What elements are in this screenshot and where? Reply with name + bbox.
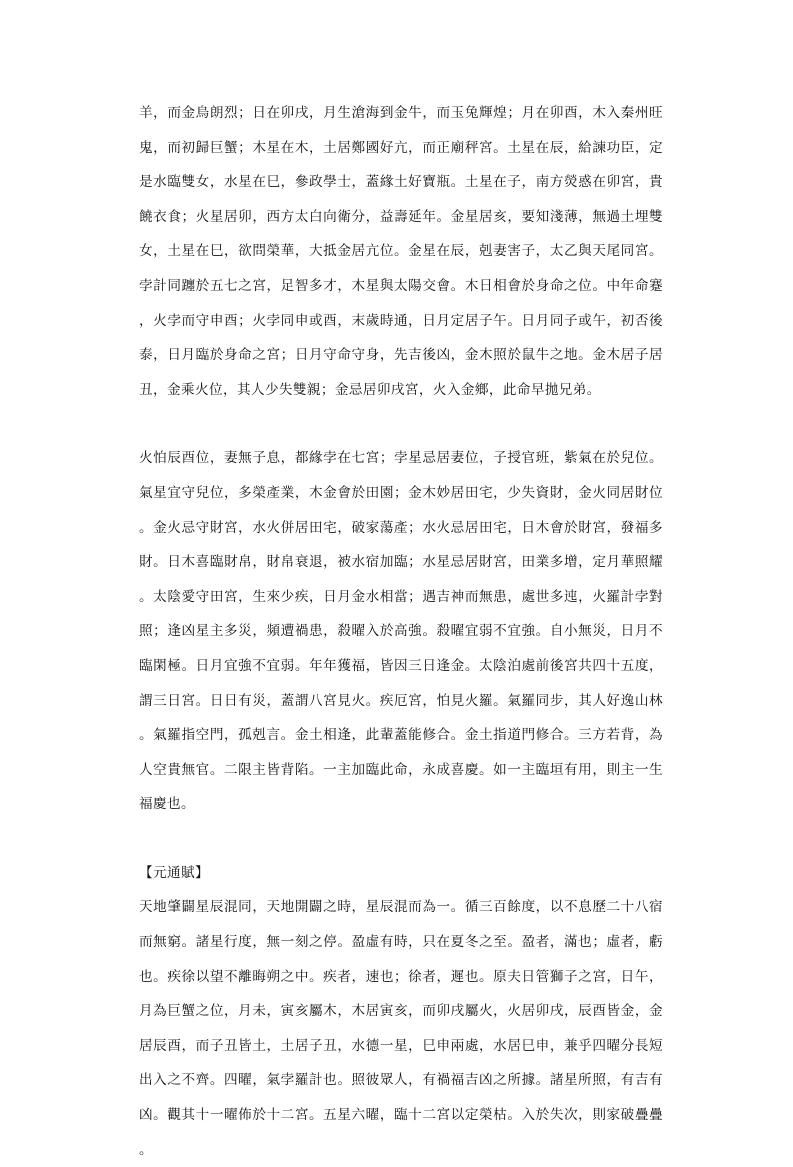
body-paragraph-3: 天地肇闢星辰混同，天地開闢之時，星辰混而為一。循三百餘度，以不息歷二十八宿而無窮。諸星行度，無一刻之停。盈虛有時，只在夏冬之至。盈者，滿也；虛者，虧也。疾徐以望不離晦朔之中。疾者，速也；徐者，遲也。原夫日管獅子之宮，日午，月為巨蟹之位，月未，寅亥屬木，木居寅亥，而卯戌屬火，火居卯戌，辰酉皆金，金居辰酉，而子丑皆土，土居子丑，水德一星，巳申兩處，水居巳申，兼乎四曜分長短出入之不齊。四曜，氣孛羅計也。照彼眾人，有禍福吉凶之所據。諸星所照，有吉有凶。觀其十一曜佈於十二宮。五星六曜，臨十二宮以定榮枯。入於失次，則家破疊疊。 (139, 899, 663, 1158)
body-paragraph-2: 火怕辰酉位，妻無子息，都緣孛在七宮；孛星忌居妻位，子授官班，紫氣在於兒位。氣星宜守兒位，多榮產業，木金會於田園；金木妙居田宅，少失資財，金火同居財位。金火忌守財宮，水火併居田宅，破家蕩產；水火忌居田宅，日木會於財宮，發福多財。日木喜臨財帛，財帛衰退，被水宿加臨；水星忌居財宮，田業多增，定月華照耀。太陰愛守田宮，生來少疾，日月金水相當；遇吉神而無患，處世多迍，火羅計孛對照；逢凶星主多災，頻遭禍患，殺曜入於高強。殺曜宜弱不宜強。自小無災，日月不臨閑極。日月宜強不宜弱。年年獲福，皆因三日逢金。太陰泊處前後宮共四十五度，謂三日宮。日日有災，蓋謂八宮見火。疾厄宮，怕見火羅。氣羅同步，其人好逸山林。氣羅指空門，孤剋言。金土相逢，此輩蓋能修合。金土指道門修合。三方若背，為人空貴無官。二限主皆背陷。一主加臨此命，永成喜慶。如一主臨垣有用，則主一生福慶也。 (139, 450, 663, 813)
section-heading: 【元通賦】 (139, 864, 209, 881)
document-page (139, 96, 663, 1167)
body-paragraph-1: 羊，而金烏朗烈；日在卯戌，月生滄海到金牛，而玉兔輝煌；月在卯酉，木入秦州旺鬼，而初歸巨蟹；木星在木，土居鄭國好亢，而正廟秤宮。土星在辰，給諫功臣，定是水臨雙女，水星在巳，參政學士，蓋緣土好寶瓶。土星在子，南方熒惑在卯宮，貴饒衣食；火星居卯，西方太白向衛分，益壽延年。金星居亥，要知淺薄，無過土埋雙女，土星在巳，欲問榮華，大抵金居亢位。金星在辰，剋妻害子，太乙與天尾同宮。孛計同躔於五七之宮，足智多才，木星與太陽交會。木日相會於身命之位。中年命蹇，火孛而守申酉；火孛同申或酉，末歲時通，日月定居子午。日月同子或午，初否後泰，日月臨於身命之宮；日月守命守身，先吉後凶，金木照於鼠牛之地。金木居子居丑，金乘火位，其人少失雙親；金忌居卯戌宮，火入金鄉，此命早拋兄弟。 (139, 105, 663, 398)
